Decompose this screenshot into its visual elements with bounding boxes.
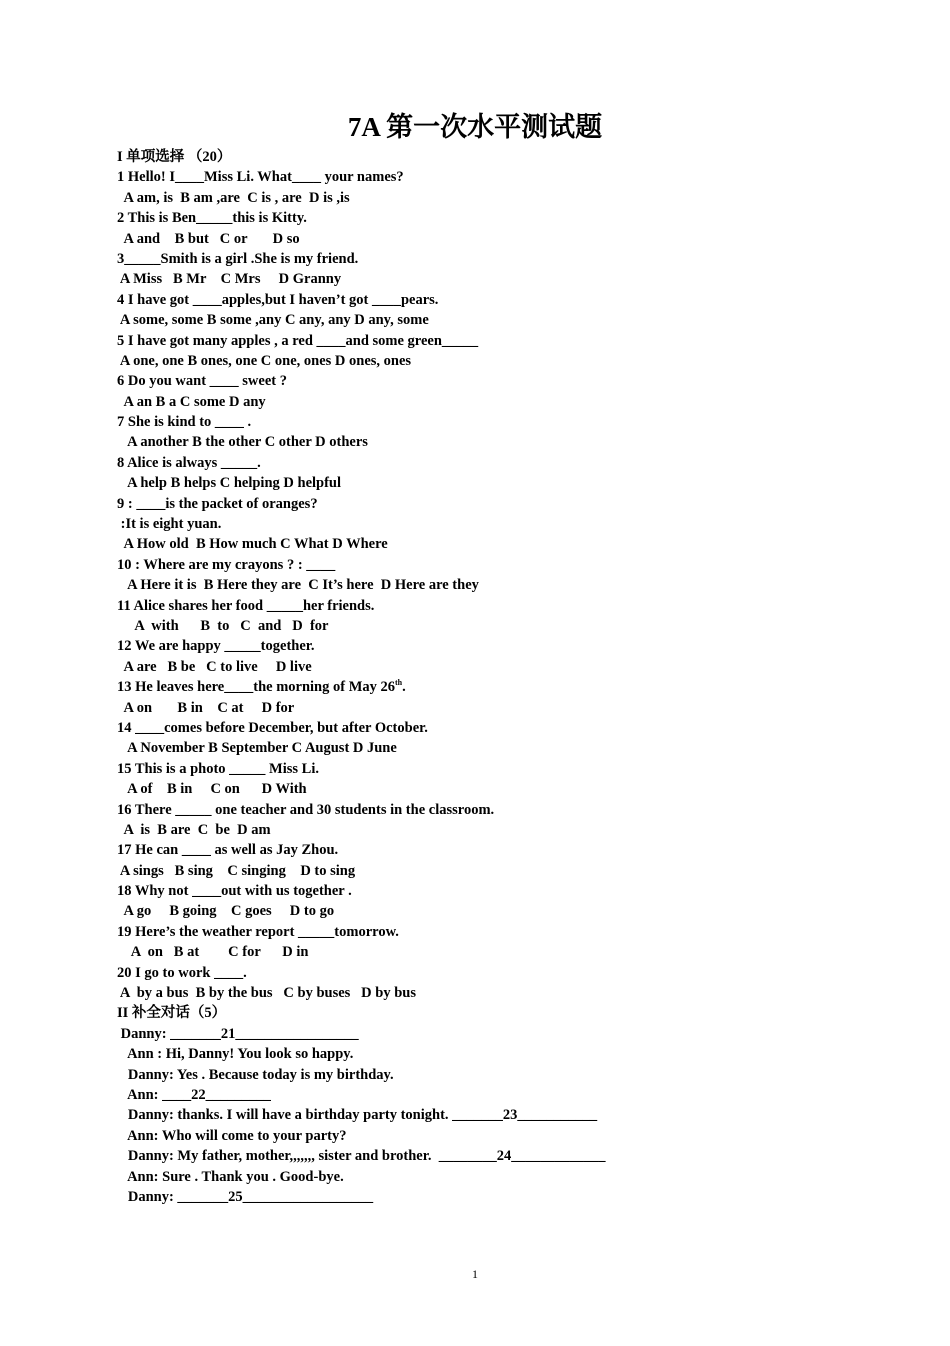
answer-line-9: :It is eight yuan.: [117, 516, 222, 533]
options-4: A some, some B some ,any C any, any D any, some: [117, 312, 429, 329]
page-title: 7A 第一次水平测试题: [347, 112, 603, 142]
question-12: 12 We are happy _____together.: [117, 638, 315, 655]
options-15: A of B in C on D With: [117, 781, 307, 798]
dialog-line: Ann: Sure . Thank you . Good-bye.: [117, 1168, 344, 1185]
question-5: 5 I have got many apples , a red ____and some green_____: [117, 332, 479, 349]
question-13-text: 13 He leaves here____the morning of May 26: [117, 679, 396, 696]
question-15: 15 This is a photo _____ Miss Li.: [117, 760, 319, 777]
question-20: 20 I go to work ____.: [117, 964, 247, 981]
options-10: A Here it is B Here they are C It’s here D Here are they: [117, 577, 479, 594]
question-3: 3_____Smith is a girl .She is my friend.: [117, 250, 359, 267]
dialog-line: Ann : Hi, Danny! You look so happy.: [117, 1046, 354, 1063]
dialog-line: Ann: ____22_________: [117, 1086, 271, 1103]
options-2: A and B but C or D so: [117, 230, 300, 247]
question-8: 8 Alice is always _____.: [117, 454, 261, 471]
question-2: 2 This is Ben_____this is Kitty.: [117, 210, 307, 227]
question-7: 7 She is kind to ____ .: [117, 414, 252, 431]
question-18: 18 Why not ____out with us together .: [117, 883, 352, 900]
dialog-line: Danny: _______25__________________: [117, 1188, 374, 1205]
page-number: 1: [472, 1267, 478, 1281]
question-6: 6 Do you want ____ sweet ?: [117, 373, 287, 390]
options-20: A by a bus B by the bus C by buses D by bus: [117, 985, 416, 1002]
options-16: A is B are C be D am: [117, 821, 271, 838]
dialog-line: Ann: Who will come to your party?: [117, 1127, 347, 1144]
question-14: 14 ____comes before December, but after October.: [117, 719, 428, 736]
options-13: A on B in C at D for: [117, 699, 295, 716]
question-13-end: .: [402, 679, 406, 696]
options-1: A am, is B am ,are C is , are D is ,is: [117, 189, 350, 206]
question-16: 16 There _____ one teacher and 30 students in the classroom.: [117, 801, 495, 818]
dialog-line: Danny: My father, mother,,,,,,, sister and brother. ________24_____________: [117, 1148, 606, 1165]
options-6: A an B a C some D any: [117, 393, 266, 410]
options-18: A go B going C goes D to go: [117, 903, 335, 920]
dialog-line: Danny: thanks. I will have a birthday party tonight. _______23___________: [117, 1107, 598, 1124]
options-19: A on B at C for D in: [117, 944, 309, 961]
options-12: A are B be C to live D live: [117, 658, 312, 675]
dialog-line: Danny: _______21_________________: [117, 1025, 359, 1042]
question-10: 10 : Where are my crayons ? : ____: [117, 556, 336, 573]
question-17: 17 He can ____ as well as Jay Zhou.: [117, 842, 339, 859]
section-heading-1: I 单项选择 （20）: [117, 149, 232, 165]
dialog-line: Danny: Yes . Because today is my birthday.: [117, 1066, 394, 1083]
question-13: [117, 677, 897, 697]
options-17: A sings B sing C singing D to sing: [117, 862, 356, 879]
options-14: A November B September C August D June: [117, 740, 397, 757]
question-1: 1 Hello! I____Miss Li. What____ your names?: [117, 169, 404, 186]
options-11: A with B to C and D for: [117, 617, 329, 634]
options-8: A help B helps C helping D helpful: [117, 475, 342, 492]
question-list: [117, 147, 897, 1207]
options-5: A one, one B ones, one C one, ones D ones, ones: [117, 352, 412, 369]
ordinal-suffix: th: [395, 678, 403, 688]
options-7: A another B the other C other D others: [117, 434, 368, 451]
options-9: A How old B How much C What D Where: [117, 536, 388, 553]
section-heading-2: II 补全对话（5）: [117, 1005, 227, 1022]
question-19: 19 Here’s the weather report _____tomorrow.: [117, 923, 399, 940]
question-9: 9 : ____is the packet of oranges?: [117, 495, 318, 512]
question-11: 11 Alice shares her food _____her friends.: [117, 597, 375, 614]
options-3: A Miss B Mr C Mrs D Granny: [117, 271, 342, 288]
question-4: 4 I have got ____apples,but I haven’t got ____pears.: [117, 291, 439, 308]
